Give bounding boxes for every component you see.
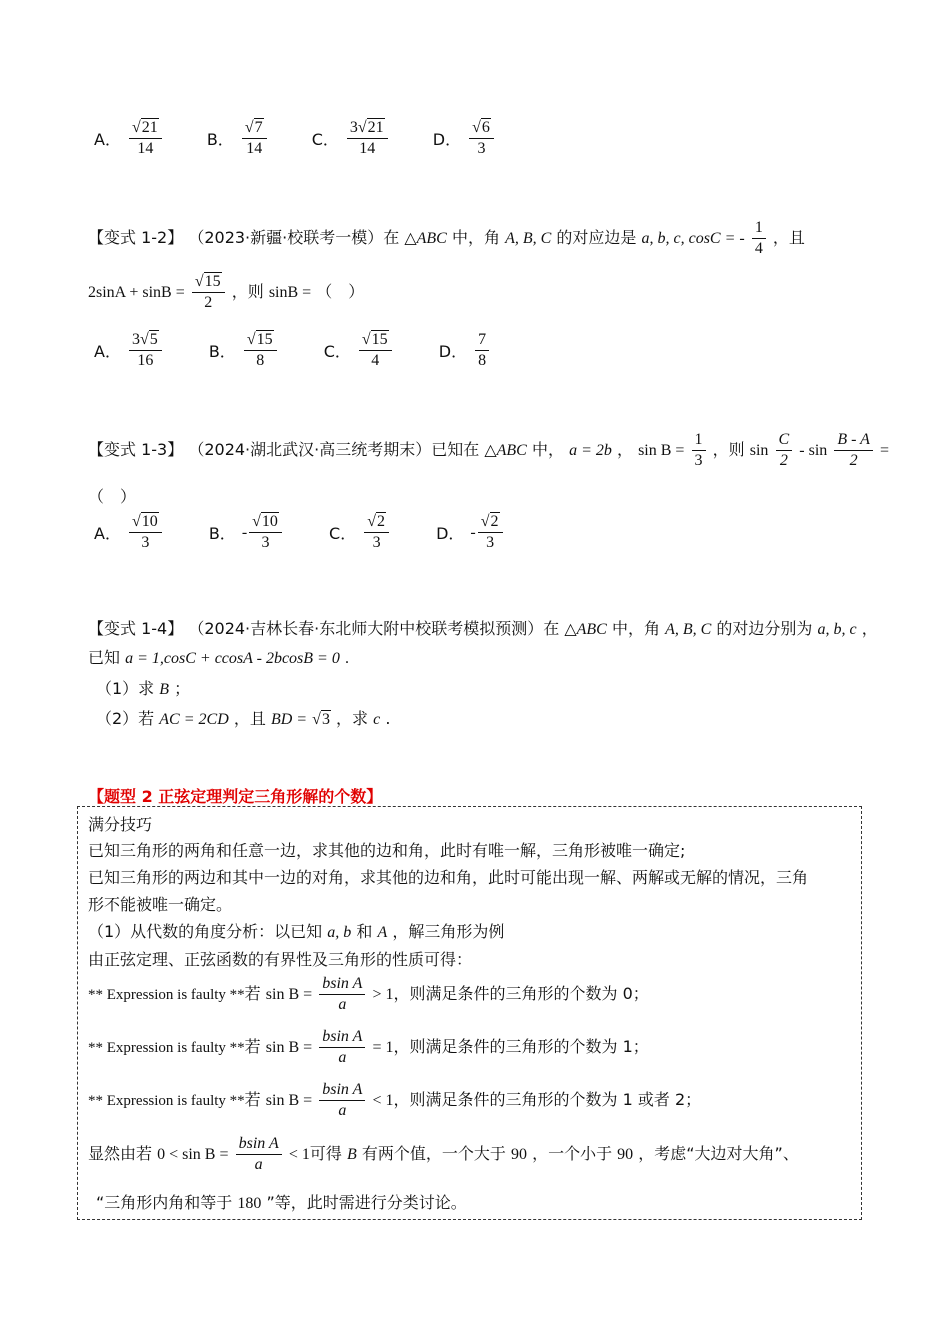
q0-option-d[interactable] [433,118,496,159]
q0-option-c[interactable] [312,118,390,159]
fraction: $\frac{√15}{8}$ [244,330,277,371]
fraction: $\frac{\text{bsin A}}{a}$ [319,1027,365,1068]
v13-option-b[interactable]: B． - $\frac{√10}{3}$ [209,512,284,553]
v12-option-d[interactable]: D． $\frac{7}{8}$ [439,330,491,371]
q0-options [94,118,496,159]
option-label: D． [432,130,462,149]
fraction: $\frac{1}{3}$ [692,430,706,471]
fraction: $\frac{√2}{3}$ [478,512,503,553]
fraction: $\frac{√15}{4}$ [359,330,392,371]
tips-line9: 显然由若 0 < sin B = $\frac{\text{bsin A}}{a}$ < 1可得 B 有两个值，一个大于 90 ，一个小于 90 ，考虑“大边对大角”、 [88,1135,799,1173]
fraction: $\frac{√2}{3}$ [364,512,389,553]
source: （2024·吉林长春·东北师大附中校联考模拟预测）在 [188,619,560,638]
v12-stem-line2: 2sinA + sinB = $\frac{√15}{2}$ ，则 sinB = （ ） [88,273,365,311]
option-label: A． [94,130,121,149]
q0-option-a[interactable] [94,118,164,159]
fraction: $\frac{√10}{3}$ [249,512,282,553]
fraction: $\frac{√15}{2}$ [192,272,225,313]
variant-tag: 【变式 1-3】 [88,440,184,459]
tips-line2: 已知三角形的两边和其中一边的对角，求其他的边和角，此时可能出现一解、两解或无解的情况，三角 [88,868,809,887]
rule-1: ** Expression is faulty **若 sin B = $\frac{\text{bsin A}}{a}$ > 1，则满足条件的三角形的个数为 0； [88,975,649,1013]
fraction: $\frac{√21}{14}$ [129,118,162,159]
fraction: $\frac{3√5}{16}$ [129,330,162,371]
v14-part1: （1）求 B ； [96,679,191,698]
source: （2024·湖北武汉·高三统考期末）已知在 [188,440,480,459]
fraction: $\frac{√7}{14}$ [242,118,267,159]
tips-heading: 满分技巧 [88,815,153,834]
fraction: $\frac{3√21}{14}$ [347,118,388,159]
v12-options [94,330,491,371]
tips-line5: 由正弦定理、正弦函数的有界性及三角形的性质可得： [88,950,473,969]
fraction: $\frac{1}{4}$ [752,218,766,259]
tips-line10: “三角形内角和等于 180 ”等，此时需进行分类讨论。 [96,1193,467,1212]
v13-stem-line1: 【变式 1-3】 （2024·湖北武汉·高三统考期末）已知在 △ABC 中， a = 2b ， sin B = $\frac{1}{3}$ ，则 sin $\frac{C}{2}$ - sin $\frac{B - A}{2}$ = [88,431,890,469]
rule-2: ** Expression is faulty **若 sin B = $\frac{\text{bsin A}}{a}$ = 1，则满足条件的三角形的个数为 1； [88,1028,649,1066]
section-title: 【题型 2 正弦定理判定三角形解的个数】 [88,787,383,806]
rule-3: ** Expression is faulty **若 sin B = $\frac{\text{bsin A}}{a}$ < 1，则满足条件的三角形的个数为 1 或者 2； [88,1081,702,1119]
variant-tag: 【变式 1-4】 [88,619,184,638]
v14-stem-line2: 已知 a = 1,cosC + ccosA - 2bcosB = 0 . [88,648,349,667]
v13-options [94,512,505,553]
fraction: $\frac{√6}{3}$ [469,118,494,159]
option-label: C． [311,130,339,149]
option-label: B． [206,130,234,149]
v13-paren: （ ） [88,487,137,506]
fraction: $\frac{\text{bsin A}}{a}$ [319,1080,365,1121]
tips-line4: （1）从代数的角度分析：以已知 a, b 和 A ，解三角形为例 [88,922,505,941]
tips-line3: 形不能被唯一确定。 [88,895,233,914]
v12-stem-line1: 【变式 1-2】 （2023·新疆·校联考一模）在 △ABC 中，角 A, B, C 的对应边是 a, b, c, cosC = - $\frac{1}{4}$ ，且 [88,219,805,257]
fraction: $\frac{7}{8}$ [475,330,489,371]
v14-stem-line1: 【变式 1-4】 （2024·吉林长春·东北师大附中校联考模拟预测）在 △ABC 中，角 A, B, C 的对边分别为 a, b, c ， [88,619,878,638]
v13-option-d[interactable]: D． - $\frac{√2}{3}$ [436,512,504,553]
v14-part2: （2）若 AC = 2CD ，且 BD = √3 ，求 c . [96,709,391,728]
v12-option-c[interactable]: C． $\frac{√15}{4}$ [324,330,394,371]
fraction: $\frac{\text{bsin A}}{a}$ [319,974,365,1015]
v12-option-b[interactable]: B． $\frac{√15}{8}$ [209,330,279,371]
tips-line1: 已知三角形的两角和任意一边，求其他的边和角，此时有唯一解，三角形被唯一确定; [88,841,686,860]
variant-tag: 【变式 1-2】 [88,228,184,247]
v13-option-a[interactable]: A． $\frac{√10}{3}$ [94,512,164,553]
fraction: $\frac{√10}{3}$ [129,512,162,553]
fraction: $\frac{C}{2}$ [776,430,793,471]
v12-option-a[interactable]: A． $\frac{3√5}{16}$ [94,330,164,371]
fraction: $\frac{\text{bsin A}}{a}$ [236,1134,282,1175]
v13-option-c[interactable]: C． $\frac{√2}{3}$ [329,512,391,553]
fraction: $\frac{B - A}{2}$ [834,430,873,471]
q0-option-b[interactable] [207,118,269,159]
source: （2023·新疆·校联考一模）在 [188,228,400,247]
